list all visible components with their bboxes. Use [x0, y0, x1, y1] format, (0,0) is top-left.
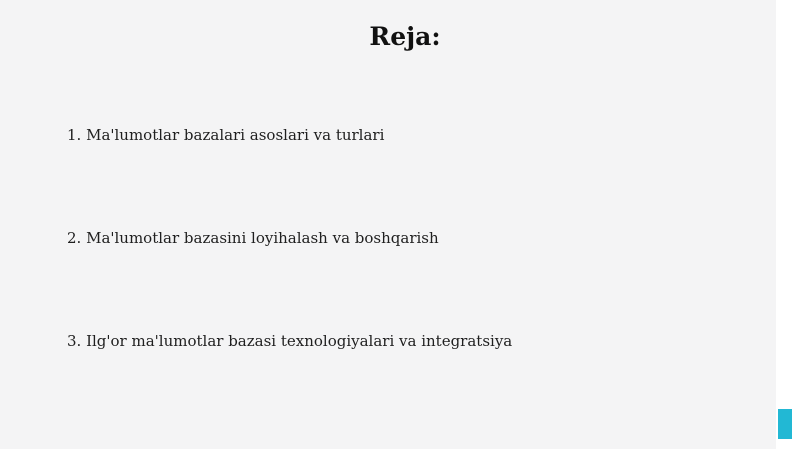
- slide-title: Reja:: [369, 22, 441, 51]
- plan-item-1: 1. Ma'lumotlar bazalari asoslari va turlari: [67, 126, 385, 144]
- plan-item-2: 2. Ma'lumotlar bazasini loyihalash va boshqarish: [67, 229, 439, 247]
- plan-item-3: 3. Ilg'or ma'lumotlar bazasi texnologiyalari va integratsiya: [67, 332, 513, 350]
- vertical-scrollbar[interactable]: [776, 0, 800, 449]
- scrollbar-thumb[interactable]: [778, 409, 792, 439]
